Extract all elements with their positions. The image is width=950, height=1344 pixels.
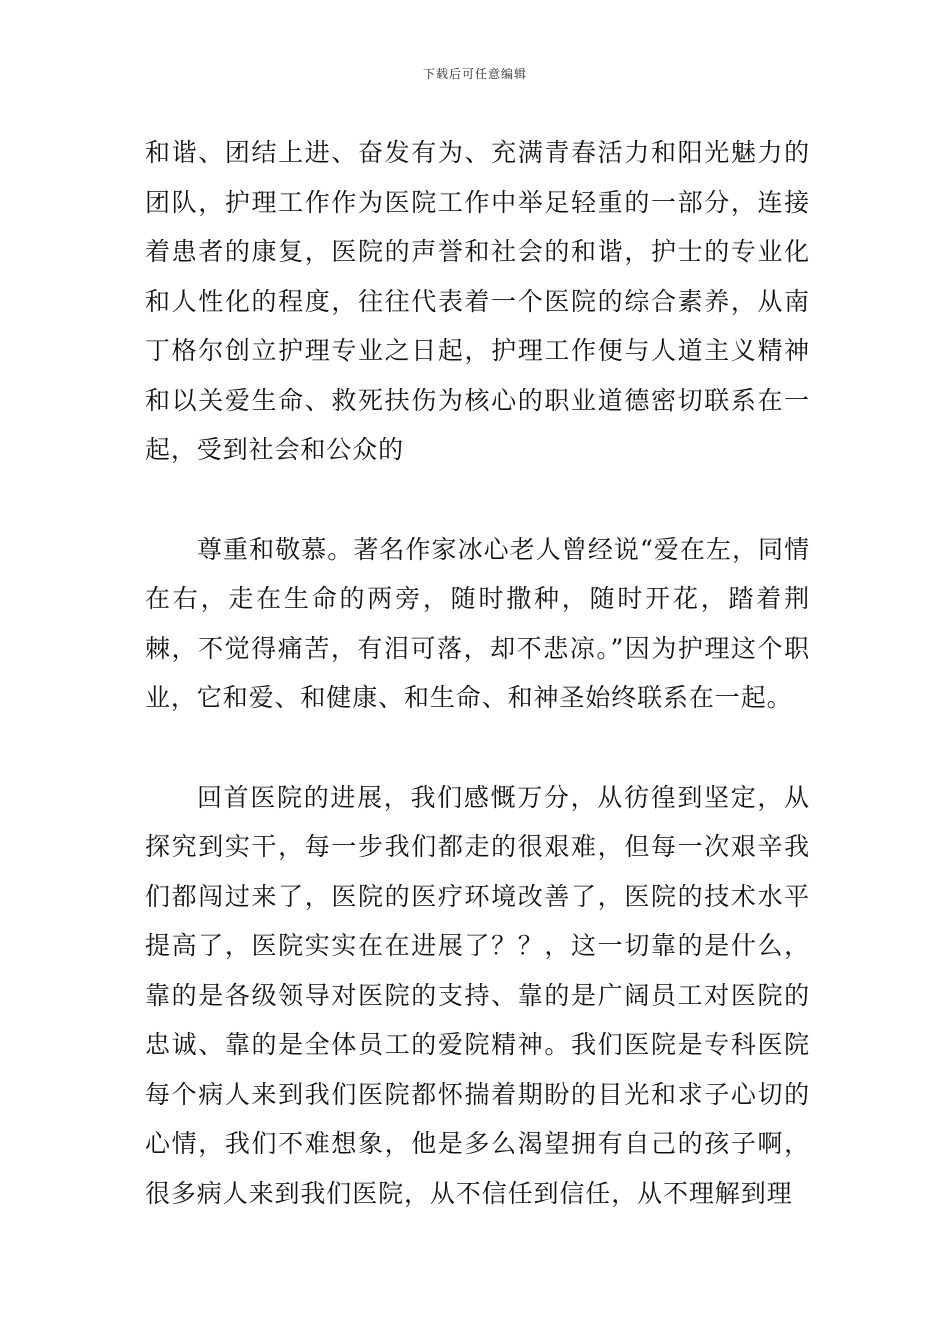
page-header: 下载后可任意编辑 [422, 67, 527, 81]
document-body [145, 128, 810, 1218]
paragraph-gap [145, 475, 810, 525]
paragraph-3: 回首医院的进展，我们感慨万分，从彷徨到坚定，从探究到实干，每一步我们都走的很艰难，但每一次艰辛我们都闯过来了，医院的医疗环境改善了，医院的技术水平提高了，医院实实在在进展了？？，这一切靠的是什么，靠的是各级领导对医院的支持、靠的是广阔员工对医院的忠诚、靠的是全体员工的爱院精神。我们医院是专科医院每个病人来到我们医院都怀揣着期盼的目光和求子心切的心情，我们不难想象，他是多么渴望拥有自己的孩子啊，很多病人来到我们医院，从不信任到信任，从不理解到理 [145, 782, 810, 1208]
paragraph-2: 尊重和敬慕。著名作家冰心老人曾经说“爱在左，同情在右，走在生命的两旁，随时撒种，随时开花，踏着荆棘，不觉得痛苦，有泪可落，却不悲凉。”因为护理这个职业，它和爱、和健康、和生命、和神圣始终联系在一起。 [145, 534, 810, 712]
paragraph-1: 和谐、团结上进、奋发有为、充满青春活力和阳光魅力的团队，护理工作作为医院工作中举足轻重的一部分，连接着患者的康复，医院的声誉和社会的和谐，护士的专业化和人性化的程度，往往代表着一个医院的综合素养，从南丁格尔创立护理专业之日起，护理工作便与人道主义精神和以关爱生命、救死扶伤为核心的职业道德密切联系在一起，受到社会和公众的 [145, 138, 810, 464]
paragraph-gap [145, 723, 810, 773]
